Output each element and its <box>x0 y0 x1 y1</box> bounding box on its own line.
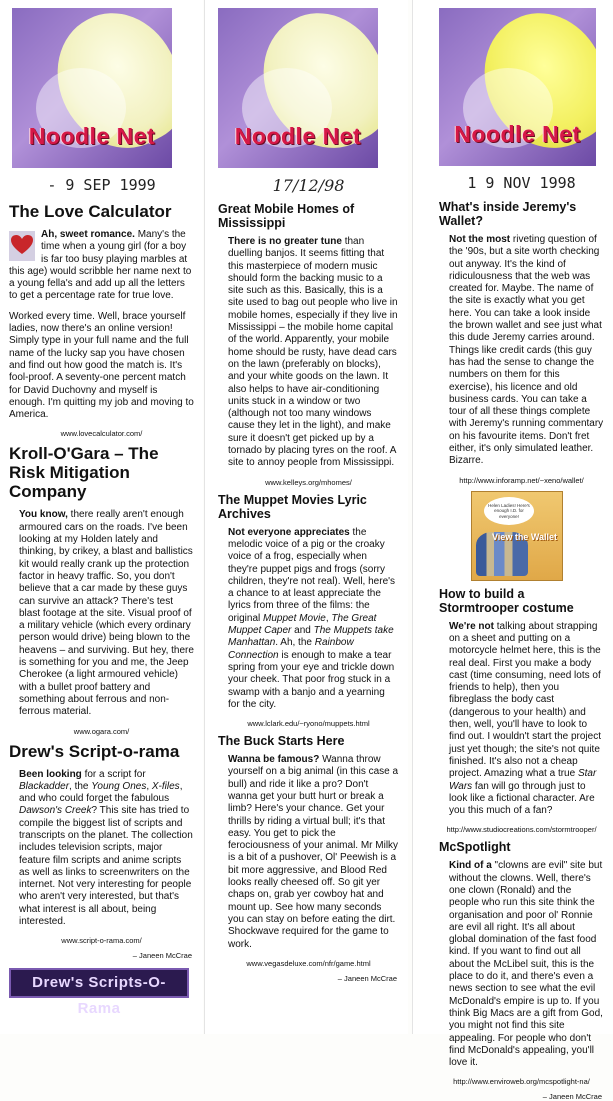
article-url[interactable]: www.vegasdeluxe.com/nfr/game.html <box>246 958 371 968</box>
article-url[interactable]: www.kelleys.org/mhomes/ <box>265 477 352 487</box>
noodle-net-banner <box>439 8 596 166</box>
article-url[interactable]: www.lclark.edu/~ryono/muppets.html <box>247 719 370 729</box>
article-url[interactable]: www.script-o-rama.com/ <box>61 936 142 946</box>
article-title: The Buck Starts Here <box>218 734 345 749</box>
banner-title: Noodle Net <box>28 123 156 149</box>
date-stamp: 17/12/98 <box>272 176 345 195</box>
banner-title: Noodle Net <box>454 121 581 147</box>
wallet-image[interactable] <box>471 491 563 581</box>
article-url[interactable]: http://www.enviroweb.org/mcspotlight-na/ <box>453 1077 590 1087</box>
article-url[interactable]: http://www.inforamp.net/~xeno/wallet/ <box>459 475 584 485</box>
article-body: Kind of a "clowns are evil" site but without the clowns. Well, there's one clown (Ronald) and the people who run this site think the organisation and poor ol' Ronnie are evil all right. It's all about global domination of the fast food kind. If you want to find out all about the McLibel suit, this is the place to do it, and there's even a news section to see what the evil McDonald's empire is up to. If you think Big Macs are a gift from God, you might not find this site appealing. For people who don't find McDonald's appealing, you'll love it. <box>449 860 603 1069</box>
byline: – Janeen McCrae <box>337 973 397 983</box>
article-body: There is no greater tune than duelling banjos. It seems fitting that this masterpiece of modern music should form the backing music to a site such as this. Basically, this is a site used to bag out people who live in mobile homes, especially if they live in Mississippi – the mobile home capital of the world. Apparently, your mobile home should be rusty, have dead cars on the lawn (preferably on blocks), and your white goods on the lawn. It also helps to have air-conditioning units stuck in a window or two (although not too many windows cause they let in the light), and make sure it doesn't get picked up by a tornado by placing tyres on the roof. A site to annoy people from Mississippi. <box>228 236 398 469</box>
byline: – Janeen McCrae <box>542 1092 602 1101</box>
view-wallet-label: View the Wallet <box>491 531 557 542</box>
column-2 <box>204 0 408 1034</box>
heart-icon <box>9 231 35 261</box>
column-3 <box>412 0 613 1101</box>
article-url[interactable]: http://www.studiocreations.com/stormtrooper/ <box>446 825 597 835</box>
article-body: Worked every time. Well, brace yourself ladies, now there's an online version! Simply type in your full name and the full name of the lucky sap you have chosen and find out how good the match is. It's fool-proof. A seventy-one percent match for David Duchovny and myself is enough. I'm quitting my job and moving to America. <box>9 310 194 421</box>
article-body: Ah, sweet romance. Many's the time when a young girl (for a boy is far too busy playing marbles at this age) would scribble her name next to a young fella's and add up all the letters to get a percentage rate for true love. <box>9 229 192 302</box>
article-body: We're not talking about strapping on a sheet and putting on a motorcycle helmet here, this is the real deal. First you make a body cast (time consuming, need lots of friends to help), then you fibreglass the body cast (dangerous to your health) and then, well, you'll have to look to find out. I wouldn't start the project just yet though; the site's not quite finished. It's also not a cheap project. Amazing what a true Star Wars fan will go through just to look like a fictional character. Are you this much of a fan? <box>449 620 601 817</box>
byline: – Janeen McCrae <box>132 951 192 961</box>
article-title: Kroll-O'Gara – The Risk Mitigation Company <box>9 444 159 502</box>
article-body: Not everyone appreciates the melodic voice of a pig or the croaky voice of a frog, especially when they're puppet pigs and frogs (sorry children, they're not real). Well, here's a chance to at least appreciate the lyrics from three of the films: the original Muppet Movie, The Great Muppet Caper and The Muppets take Manhattan. Ah, the Rainbow Connection is enough to make a tear spring from your eye and trickle down your cheek. That poor frog stuck in a swamp with a banjo and a yearning for the city. <box>228 526 396 710</box>
article-body: Been looking for a script for Blackadder, the Young Ones, X-files, and who could forget the fabulous Dawson's Creek? This site has tried to compile the biggest list of scripts and transcripts on the planet. The collection includes television scripts, major feature film scripts and anime scripts as well as links to screenwriters on the internet. Not very interesting for people who aren't very interested, but that's what interest is all about, being interested. <box>19 768 193 928</box>
banner-title: Noodle Net <box>234 123 362 149</box>
article-title: The Love Calculator <box>9 202 172 221</box>
column-1 <box>0 0 203 1034</box>
noodle-net-banner <box>12 8 172 168</box>
article-title: The Muppet Movies Lyric Archives <box>218 492 367 521</box>
noodle-net-banner <box>218 8 378 168</box>
wallet-speech-bubble: Helen Ladies! Here's enough I.D. for everyone! <box>484 497 534 525</box>
article-title: McSpotlight <box>439 840 511 855</box>
article-body: Not the most riveting question of the '90s, but a site worth checking out anyway. It's the kind of ridiculousness that the web was created for. Maybe. The name of the site is exactly what you get here. You can take a look inside the brown wallet and see just what this dude Jeremy carries around. Things like credit cards (this guy has had the sense to change the numbers on them for this exercise), his licence and old business cards. You can take a tour of all these things complete with Jeremy's running commentary on his favourite items. Don't fret either, it's only simulated leather. Bizarre. <box>449 234 604 467</box>
article-title: How to build a Stormtrooper costume <box>439 586 574 615</box>
scripts-o-rama-logo: Drew's Scripts-O-Rama <box>9 968 189 998</box>
article-title: Great Mobile Homes of Mississippi <box>218 202 355 230</box>
date-stamp: - 9 SEP 1999 <box>47 176 156 194</box>
date-stamp: 1 9 NOV 1998 <box>467 174 576 192</box>
article-body: You know, there really aren't enough armoured cars on the roads. I've been looking at my Holden lately and thinking, by crikey, a blast and ballistics kit would really crank up the protection factor in heavy traffic. So, you don't believe that a car made by these guys can survive an attack? There's test blast footage at the site. Visual proof of a military vehicle (which every ordinary person would drive) being blown to the heavens – and surviving. But hey, there is something for you and me, the Jeep Cherokee (a light armoured vehicle) with a bullet proof battery and something about ferrous and non-ferrous material. <box>19 509 194 718</box>
article-url[interactable]: www.lovecalculator.com/ <box>60 429 143 439</box>
article-body: Wanna be famous? Wanna throw yourself on a big animal (in this case a bull) and ride it like a pro? Don't wanna get your butt hurt or break a limb? Here's your chance. Get your thrills by riding a virtual bull; it's that easy. You get to pick the ferociousness of your animal. Mr Milky is a bit of a pushover, Ol' Peewish is a bit more aggressive, and Blood Red looks really cheesed off. So git yer chaps on, grab yer cowboy hat and mount up. See how many seconds you can stay on before eating the dirt. Shockwave required for the game to work. <box>228 754 399 950</box>
article-title: Drew's Script-o-rama <box>9 741 180 761</box>
article-url[interactable]: www.ogara.com/ <box>73 726 130 736</box>
article-title: What's inside Jeremy's Wallet? <box>439 200 577 228</box>
